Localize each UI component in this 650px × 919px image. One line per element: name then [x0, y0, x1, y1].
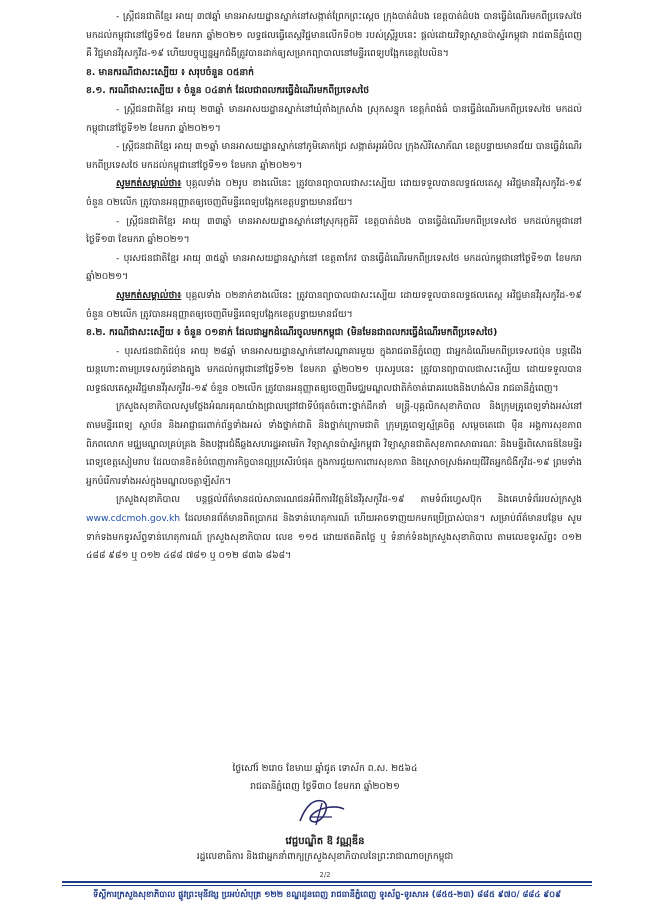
document-body — [86, 8, 582, 566]
section-heading — [86, 64, 582, 83]
paragraph-text: - បុរសជនជាតិជប៉ុន អាយុ ២៨ឆ្នាំ មានអាសយដ្ឋានស្នាក់នៅសណ្ឋាគារមួយ ក្នុងរាជធានីភ្នំពេញ ជាអ្នកដំណើរមកពីប្រទេសជប៉ុន បន្តជើងយន្តហោះតាមប្រទេសកូរ៉េខាងត្បូង មកដល់កម្ពុជានៅថ្ងៃទី១២ ខែមករា ឆ្នាំ២០២១ បុរសរូបនេះ ត្រូវបានព្យាបាលជាសះស្បើយ ដោយទទួលបានលទ្ធផលតេស្តអវិជ្ជមានវីរុសកូវីដ-១៩ ចំនួន ០២លើក ត្រូវបានអនុញ្ញាតឲ្យចេញពីមជ្ឈមណ្ឌលជាតិកំចាត់រោគរបេងនិងហង់សិន រាជធានីភ្នំពេញ។ — [86, 345, 582, 394]
paragraph — [86, 491, 582, 565]
footer-address: ទីស្តីការក្រសួងសុខាភិបាល ផ្លូវព្រះមុនីវង្ស ប្រអប់សំបុត្រ ១២២ ខណ្ឌដូនពេញ រាជធានីភ្នំពេញ ទូរស័ព្ទ-ទូរសារ៖ (៨៥៥-២៣) ៨៨៥ ៩៧០/ ៨៨៤ ៩០៩ — [93, 889, 561, 899]
paragraph — [86, 213, 582, 250]
footer-divider-thin — [62, 885, 592, 886]
paragraph-text: - ស្ត្រីជនជាតិខ្មែរ អាយុ ២៣ឆ្នាំ មានអាសយដ្ឋានស្នាក់នៅឃុំតាំងក្រសាំង ស្រុកសន្ទុក ខេត្តកំពង់ធំ បានធ្វើដំណើរមកពីប្រទេសថៃ មកដល់កម្ពុជានៅថ្ងៃទី១២ ខែមករា ឆ្នាំ២០២១។ — [86, 103, 582, 134]
section-heading — [86, 82, 582, 101]
paragraph — [86, 8, 582, 64]
paragraph-text: បុគ្គលទាំង ០២នាក់ខាងលើនេះ ត្រូវបានព្យាបាលជាសះស្បើយ ដោយទទួលបានលទ្ធផលតេស្ត អវិជ្ជមានវីរុសកូវីដ-១៩ ចំនួន ០២លើក ត្រូវបានអនុញ្ញាតឲ្យចេញពីមន្ទីរពេទ្យបង្អែកខេត្តបន្ទាយមានជ័យ។ — [86, 289, 582, 320]
paragraph — [86, 398, 582, 491]
paragraph-text: ក្រសួងសុខាភិបាលសូមថ្លែងអំណរគុណយ៉ាងជ្រាលជ្រៅជាទីបំផុតចំពោះថ្នាក់ដឹកនាំ មន្ត្រី-បុគ្គលិកសុខាភិបាល និងក្រុមគ្រូពេទ្យទាំងអស់នៅតាមមន្ទីរពេទ្យ ស្ថាប័ន និងអាជ្ញាធរពាក់ព័ន្ធទាំងអស់ ទាំងថ្នាក់ជាតិ និងថ្នាក់ក្រោមជាតិ ក្រុមគ្រូពេទ្យស្ម័គ្រចិត្ត សម្ដេចតេជោ ម៉ឺន អង្គការសុខភាពពិភពលោក មជ្ឈមណ្ឌលគ្រប់គ្រង និងបង្ការជំងឺឆ្លងសហរដ្ឋអាមេរិក វិទ្យាស្ថានប៉ាស្ទ័រកម្ពុជា វិទ្យាស្ថានជាតិសុខភាពសាធារណៈ និងមន្ទីរពិសោធន៍នៃមន្ទីរពេទ្យខេត្តសៀមរាប ដែលបានខិតខំបំពេញភារកិច្ចបានល្អប្រសើរបំផុត ក្នុងការជួយការពារសុខភាព និងស្រោចស្រង់អាយុជីវិតអ្នកជំងឺកូវីដ-១៩ ព្រមទាំងអ្នកបំរើការទាំងអស់ក្នុងមណ្ឌលចត្តាឡីស័ក។ — [86, 401, 582, 487]
paragraph — [86, 343, 582, 399]
signer-title: រដ្ឋលេខាធិការ និងជាអ្នកនាំពាក្យក្រសួងសុខាភិបាលនៃព្រះរាជាណាចក្រកម្ពុជា — [196, 851, 454, 862]
note-lead: សូមកត់សម្គាល់ថា៖ — [116, 289, 182, 301]
paragraph-text: - ស្ត្រីជនជាតិខ្មែរ អាយុ ៣៣ឆ្នាំ មានអាសយដ្ឋានស្នាក់នៅស្រុករុក្ខគិរី ខេត្តបាត់ដំបង បានធ្វើដំណើរមកពីប្រទេសថៃ មកដល់កម្ពុជានៅថ្ងៃទី១៣ ខែមករា ឆ្នាំ២០២១។ — [86, 215, 582, 246]
date-lunar: ថ្ងៃសៅរ៍ ២រោច ខែមាឃ ឆ្នាំជូត ទោស័ក ព.ស. ២៥៦៤ — [232, 763, 418, 774]
paragraph-text: - ស្ត្រីជនជាតិខ្មែរ អាយុ ៣១ឆ្នាំ មានអាសយដ្ឋានស្នាក់នៅភូមិគោកជ្រៃ សង្កាត់អូរអំបិល ក្រុងសិរីសោភ័ណ ខេត្តបន្ទាយមានជ័យ បានធ្វើដំណើរមកពីប្រទេសថៃ មកដល់កម្ពុជានៅថ្ងៃទី១១ ខែមករា ឆ្នាំ២០២១។ — [86, 141, 582, 171]
website-link[interactable]: www.cdcmoh.gov.kh — [86, 513, 181, 525]
date-solar: រាជធានីភ្នំពេញ ថ្ងៃទី៣០ ខែមករា ឆ្នាំ២០២១ — [250, 781, 400, 792]
paragraph — [86, 138, 582, 175]
signer-name: វេជ្ជបណ្ឌិត ឱ វណ្ណឌីន — [285, 836, 365, 847]
section-heading — [86, 324, 582, 343]
paragraph-text: ខ.២. ករណីជាសះស្បើយ ៖ ចំនួន ០១នាក់ ដែលជាអ្នកដំណើរចូលមកកម្ពុជា (មិនមែនជាពលករធ្វើដំណើរមកពីប្រទេសថៃ) — [86, 327, 498, 339]
paragraph-text: - បុរសជនជាតិខ្មែរ អាយុ ៣៥ឆ្នាំ មានអាសយដ្ឋានស្នាក់នៅ ខេត្តតាកែវ បានធ្វើដំណើរមកពីប្រទេសថៃ មកដល់កម្ពុជានៅថ្ងៃទី១៣ ខែមករា ឆ្នាំ២០២១។ — [86, 252, 582, 283]
paragraph-text: ខ. មានករណីជាសះស្បើយ ៖ សរុបចំនួន ០៥នាក់ — [86, 66, 254, 78]
paragraph-text: បុគ្គលទាំង ០២រូប ខាងលើនេះ ត្រូវបានព្យាបាលជាសះស្បើយ ដោយទទួលបានលទ្ធផលតេស្ត អវិជ្ជមានវីរុសកូវីដ-១៩ ចំនួន ០២លើក ត្រូវបានអនុញ្ញាតឲ្យចេញពីមន្ទីរពេទ្យបង្អែកខេត្តបន្ទាយមានជ័យ។ — [86, 178, 582, 208]
note-lead: សូមកត់សម្គាល់ថា៖ — [116, 178, 182, 190]
paragraph — [86, 287, 582, 324]
paragraph-text: ខ.១. ករណីជាសះស្បើយ ៖ ចំនួន ០៤នាក់ ដែលជាពលករធ្វើដំណើរមកពីប្រទេសថៃ — [86, 85, 370, 97]
paragraph — [86, 175, 582, 212]
page-number: 2/2 — [319, 871, 331, 879]
paragraph-text: - ស្ត្រីជនជាតិខ្មែរ អាយុ ៣៧ឆ្នាំ មានអាសយដ្ឋានស្នាក់នៅសង្កាត់ព្រែកព្រះស្ដេច ក្រុងបាត់ដំបង ខេត្តបាត់ដំបង បានធ្វើដំណើរមកពីប្រទេសថៃ មកដល់កម្ពុជានៅថ្ងៃទី១៥ ខែមករា ឆ្នាំ២០២១ លទ្ធផលធ្វើតេស្តវិជ្ជមានលើកទី០២ របស់ស្ត្រីរូបនេះ ផ្ដល់ដោយវិទ្យាស្ថានប៉ាស្ទ័រកម្ពុជា រាជធានីភ្នំពេញ គឺ វិជ្ជមានវីរុសកូវីដ-១៩ ហើយបច្ចុប្បន្នអ្នកជំងឺត្រូវបានដាក់ឲ្យសម្រាកព្យាបាលនៅមន្ទីរពេទ្យបង្អែកខេត្តបៃលិន។ — [86, 11, 582, 60]
signature-image — [292, 795, 352, 831]
paragraph — [86, 101, 582, 138]
paragraph — [86, 250, 582, 287]
footer-divider — [62, 881, 592, 883]
paragraph-text: ក្រសួងសុខាភិបាល បន្តផ្ដល់ព័ត៌មានដល់សាធារណជនអំពីការវិវត្តន៍នៃវីរុសកូវីដ-១៩ តាមទំព័រហ្វេសប៊ុក និងគេហទំព័ររបស់ក្រសួង www.cdcmoh.gov.kh ដែលមានព័ត៌មានពិតប្រាកដ និងទាន់ហេតុការណ៍ ហើយអាចទាញយកមកប្រើប្រាស់បាន។ សម្រាប់ព័ត៌មានបន្ថែម សូមទាក់ទងមកទូរស័ព្ទទាន់ហេតុការណ៍ ក្រសួងសុខាភិបាល លេខ ១១៥ ដោយឥតគិតថ្លៃ ឬ ទំនាក់ទំនងក្រសួងសុខាភិបាល តាមលេខទូរស័ព្ទ៖ ០១២ ៤៨៨ ៩៨១ ឬ ០១២ ៤៨៨ ៧៨១ ឬ ០១២ ៨៣៦ ៨៦៨។ — [86, 494, 582, 562]
